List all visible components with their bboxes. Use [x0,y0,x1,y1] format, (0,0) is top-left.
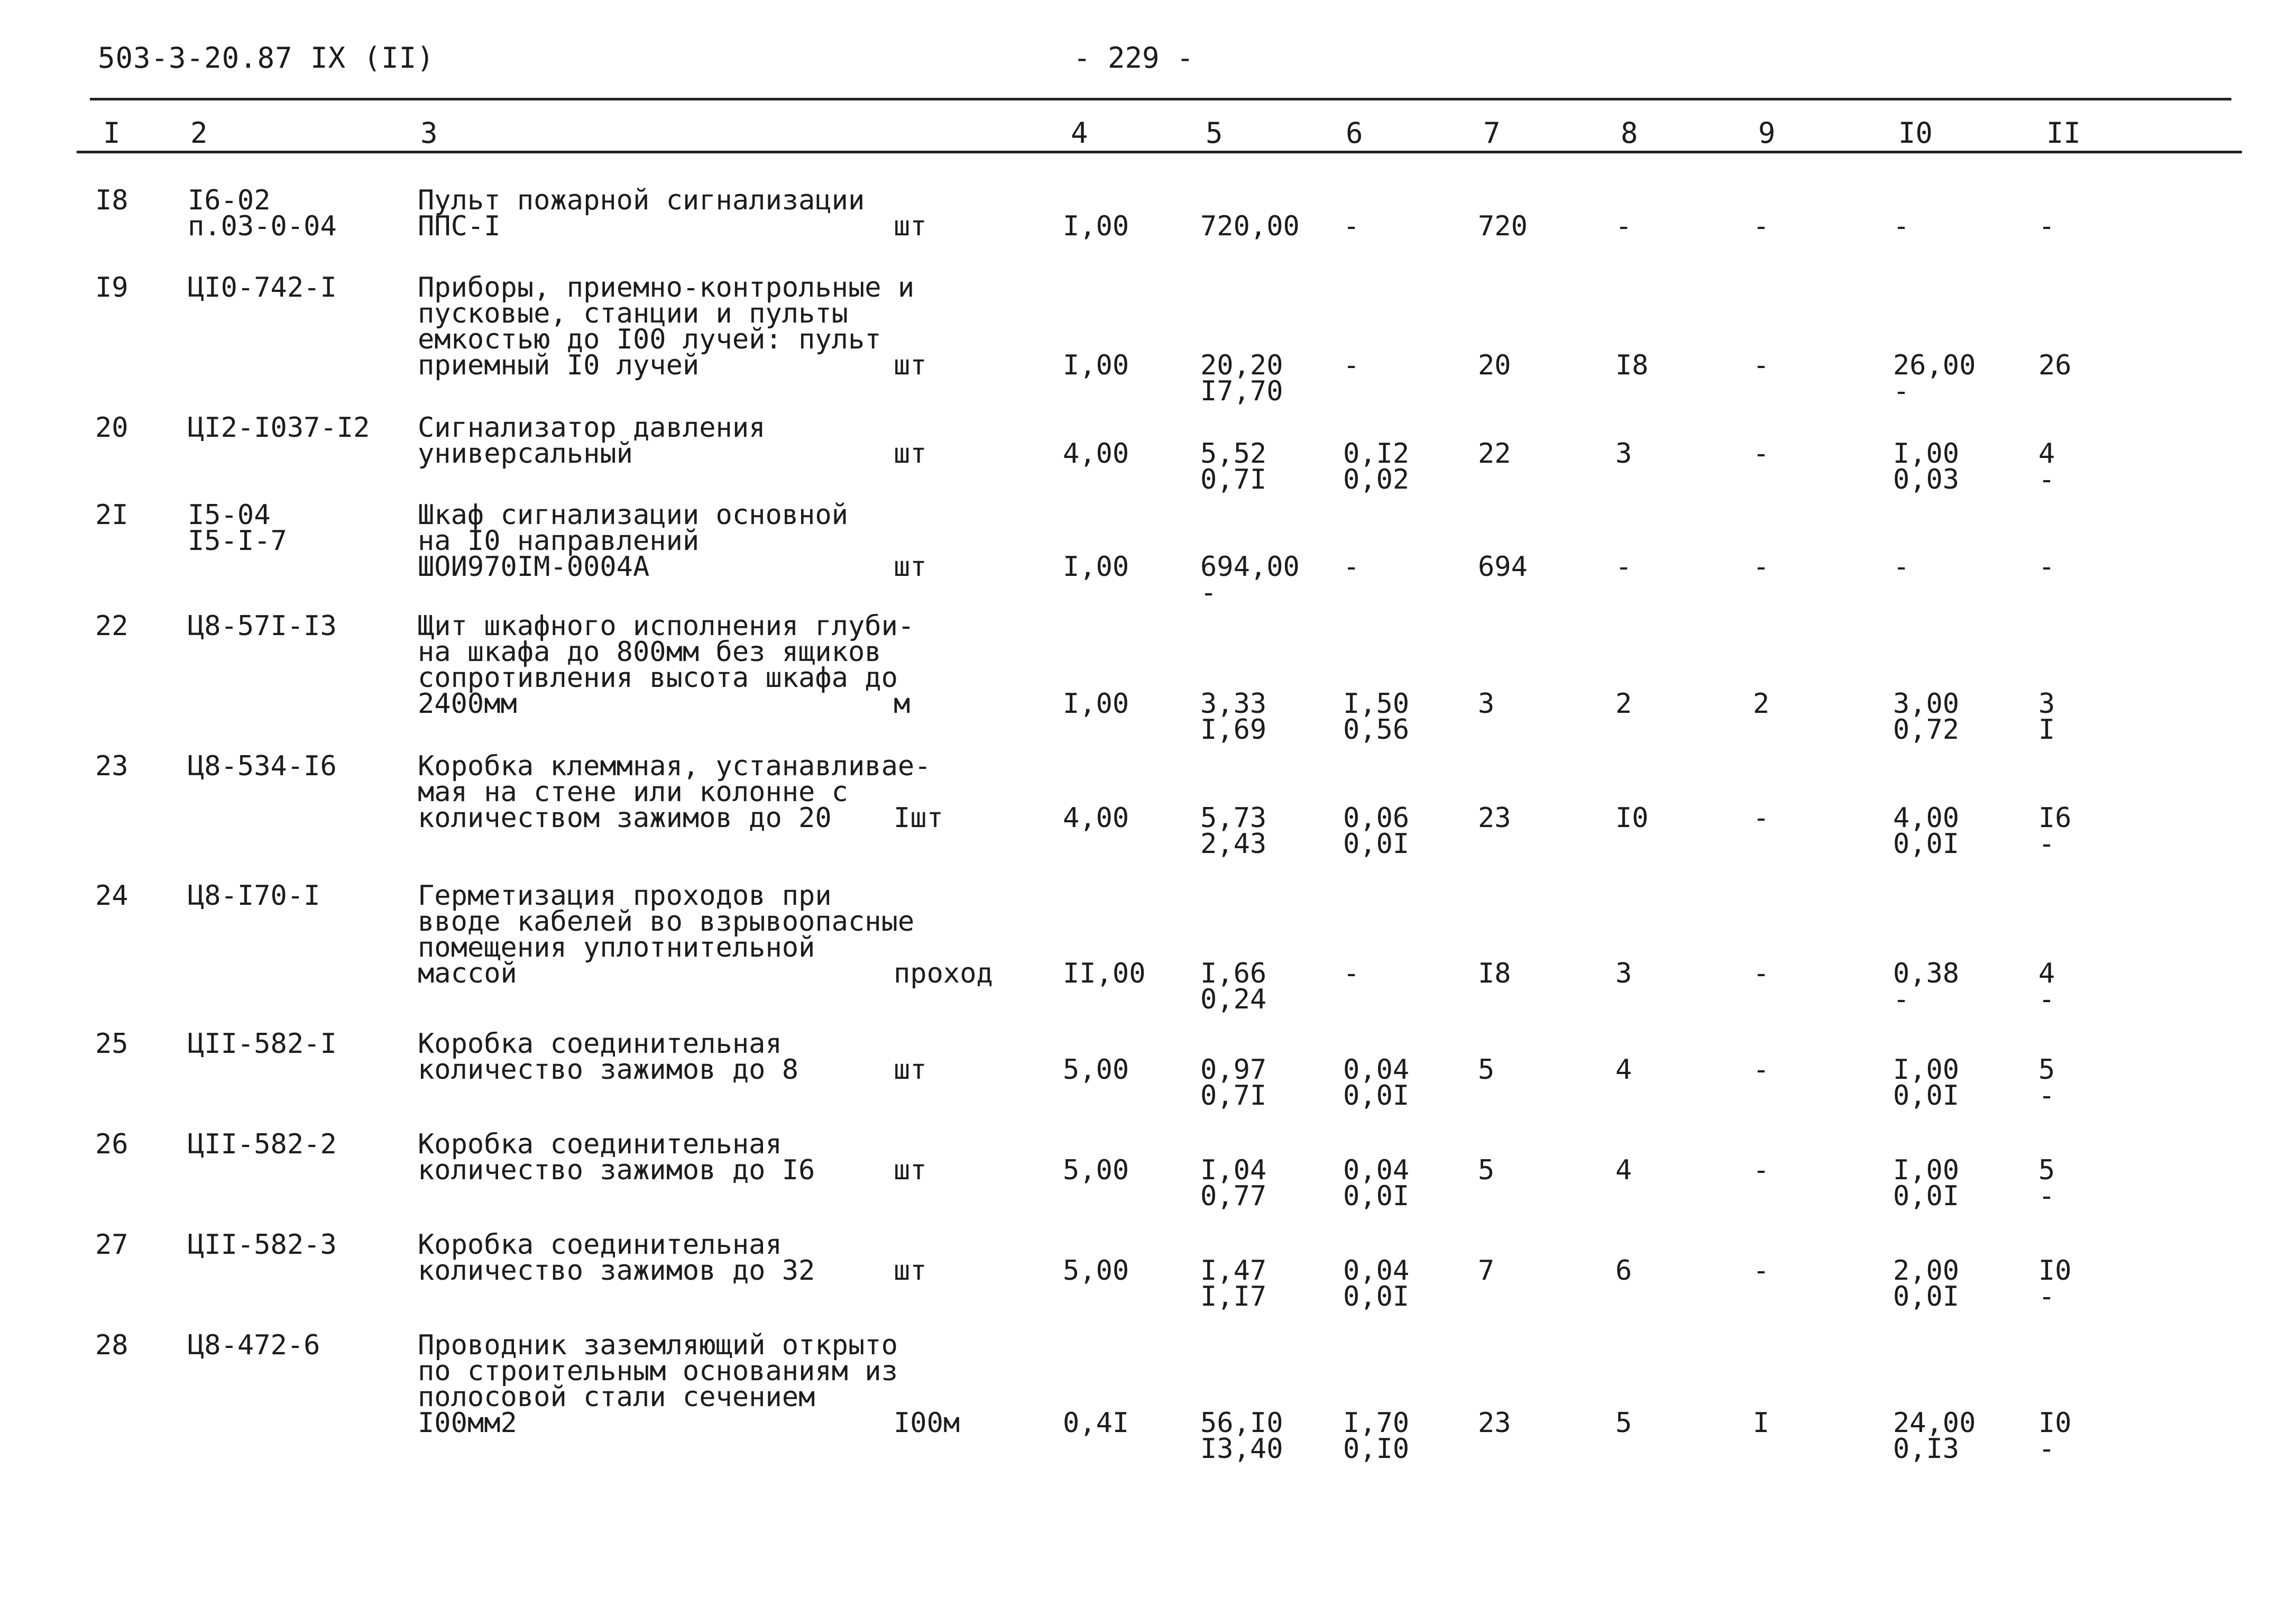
column-8-value: 3 [1615,438,1632,470]
column-6-value-line: 0,56 [1343,714,1410,746]
column-10-value-line: - [1893,210,1910,242]
quantity: I,00 [1063,551,1129,583]
column-11-value-line: - [2038,1180,2055,1212]
work-description [418,272,915,381]
work-description-line: универсальный [418,438,633,470]
column-11-value [2038,1255,2072,1313]
column-10-value-line: - [1893,984,1910,1015]
column-10-value-line: 26,00 [1893,350,1976,381]
column-10-value-line: - [1893,551,1910,583]
work-description-line: по строительным основаниям из [418,1355,898,1387]
work-description-line: массой [418,958,517,989]
price-code-line: ЦI2-I037-I2 [188,412,370,444]
unit-of-measure: м [894,688,911,720]
column-8-value: - [1615,551,1632,583]
unit-of-measure: I00м [894,1407,960,1439]
column-5-value [1200,551,1300,609]
column-11-value-line: I [2038,714,2055,746]
price-code [188,1329,320,1361]
unit-of-measure: шт [894,210,927,242]
unit-of-measure: шт [894,350,927,381]
work-description [418,1028,799,1086]
column-9-value: - [1753,1154,1770,1186]
column-5-value-line: I,69 [1200,714,1267,746]
row-number: 27 [95,1229,128,1261]
work-description [418,499,848,583]
column-header-6: 6 [1346,116,1363,150]
column-9-value: - [1753,350,1770,381]
work-description-line: емкостью до I00 лучей: пульт [418,324,881,355]
row-number: 24 [95,880,128,912]
row-number: 25 [95,1028,128,1060]
column-5-value-line: 0,7I [1200,1080,1267,1112]
column-header-9: 9 [1758,116,1776,150]
work-description [418,880,915,989]
column-10-value [1893,958,1960,1015]
column-header-2: 2 [190,116,208,150]
column-header-3: 3 [420,116,438,150]
work-description-line: пусковые, станции и пульты [418,298,848,329]
column-11-value [2038,1054,2055,1112]
column-10-value [1893,802,1960,860]
column-6-value [1343,1407,1410,1465]
column-header-11: II [2046,116,2081,150]
column-5-value-line: 0,97 [1200,1054,1267,1086]
column-11-value [2038,438,2055,496]
work-description-line: полосовой стали сечением [418,1381,815,1413]
column-11-value-line: I6 [2038,802,2072,834]
column-7-value: 720 [1478,210,1528,242]
column-10-value-line: 0,0I [1893,828,1960,860]
unit-of-measure: проход [894,958,993,989]
column-5-value-line: I,I7 [1200,1281,1267,1313]
work-description-line: ППС-I [418,210,501,242]
work-description [418,610,915,720]
column-6-value [1343,438,1410,496]
column-5-value [1200,802,1267,860]
price-code [188,272,337,304]
price-code-line: ЦI0-742-I [188,272,337,304]
column-10-value-line: 24,00 [1893,1407,1976,1439]
work-description-line: приемный I0 лучей [418,350,700,381]
column-11-value-line: - [2038,1433,2055,1465]
column-header-5: 5 [1206,116,1223,150]
column-9-value: - [1753,438,1770,470]
column-6-value [1343,1154,1410,1212]
quantity: 5,00 [1063,1255,1129,1287]
work-description-line: количеством зажимов до 20 [418,802,832,834]
price-code [188,610,337,642]
work-description-line: мая на стене или колонне с [418,776,848,808]
row-number: I9 [95,272,128,304]
column-5-value-line: 0,77 [1200,1180,1267,1212]
column-7-value: 5 [1478,1154,1495,1186]
column-6-value-line: 0,0I [1343,1080,1410,1112]
column-8-value: 6 [1615,1255,1632,1287]
work-description-line: Пульт пожарной сигнализации [418,185,865,216]
work-description-line: Коробка соединительная [418,1028,782,1060]
column-5-value-line: I,47 [1200,1255,1267,1287]
work-description [418,185,865,242]
column-6-value-line: - [1343,958,1360,989]
unit-of-measure: шт [894,438,927,470]
price-code [188,880,320,912]
column-header-7: 7 [1483,116,1501,150]
column-6-value-line: 0,06 [1343,802,1410,834]
work-description [418,1229,815,1287]
column-6-value-line: 0,I2 [1343,438,1410,470]
column-11-value-line: 26 [2038,350,2072,381]
quantity: 5,00 [1063,1154,1129,1186]
document-code: 503-3-20.87 IX (II) [98,41,435,75]
column-11-value [2038,1154,2055,1212]
column-7-value: 694 [1478,551,1528,583]
price-code-line: ЦII-582-I [188,1028,337,1060]
column-11-value-line: - [2038,464,2055,496]
column-9-value: - [1753,551,1770,583]
column-5-value [1200,350,1283,407]
work-description [418,750,931,834]
column-11-value-line: 5 [2038,1154,2055,1186]
column-6-value-line: - [1343,350,1360,381]
column-6-value-line: 0,04 [1343,1054,1410,1086]
column-10-value-line: 0,0I [1893,1180,1960,1212]
column-10-value-line: 0,38 [1893,958,1960,989]
column-7-value: I8 [1478,958,1511,989]
price-code-line: I5-I-7 [188,525,287,557]
quantity: 4,00 [1063,802,1129,834]
column-10-value-line: 0,I3 [1893,1433,1960,1465]
column-9-value: - [1753,1255,1770,1287]
column-5-value [1200,688,1267,746]
unit-of-measure: шт [894,1054,927,1086]
column-6-value [1343,688,1410,746]
column-10-value-line: 4,00 [1893,802,1960,834]
price-code [188,1229,337,1261]
column-10-value-line: - [1893,375,1910,407]
work-description-line: на шкафа до 800мм без ящиков [418,636,881,668]
column-6-value [1343,1054,1410,1112]
column-8-value: I0 [1615,802,1649,834]
price-code [188,750,337,782]
column-10-value [1893,1255,1960,1313]
column-header-10: I0 [1898,116,1933,150]
column-8-value: 3 [1615,958,1632,989]
price-code [188,412,370,444]
row-number: 2I [95,499,128,531]
column-5-value-line: 720,00 [1200,210,1300,242]
column-header-4: 4 [1071,116,1088,150]
column-11-value [2038,551,2055,583]
column-header-8: 8 [1621,116,1638,150]
column-5-value [1200,438,1267,496]
column-10-value-line: I,00 [1893,438,1960,470]
column-11-value-line: - [2038,828,2055,860]
column-6-value [1343,551,1360,583]
column-5-value-line: 0,7I [1200,464,1267,496]
column-6-value-line: 0,04 [1343,1154,1410,1186]
column-5-value [1200,210,1300,242]
price-code [188,1128,337,1160]
price-code [188,185,337,242]
work-description-line: Коробка соединительная [418,1229,782,1261]
price-code-line: ЦII-582-3 [188,1229,337,1261]
work-description-line: сопротивления высота шкафа до [418,662,898,694]
column-5-value [1200,1154,1267,1212]
column-7-value: 5 [1478,1054,1495,1086]
column-9-value: - [1753,802,1770,834]
column-11-value-line: 5 [2038,1054,2055,1086]
price-code-line: I6-02 [188,185,271,216]
column-5-value-line: 2,43 [1200,828,1267,860]
column-10-value [1893,1154,1960,1212]
column-9-value: I [1753,1407,1770,1439]
column-8-value: 4 [1615,1154,1632,1186]
column-5-value-line: 20,20 [1200,350,1283,381]
price-code [188,1028,337,1060]
price-code-line: ЦII-582-2 [188,1128,337,1160]
work-description [418,1128,815,1186]
quantity: 5,00 [1063,1054,1129,1086]
column-11-value [2038,688,2055,746]
column-10-value-line: 0,03 [1893,464,1960,496]
column-7-value: 3 [1478,688,1495,720]
work-description-line: Коробка клеммная, устанавливае- [418,750,931,782]
column-5-value-line: - [1200,577,1217,609]
quantity: I,00 [1063,210,1129,242]
column-9-value: 2 [1753,688,1770,720]
column-10-value [1893,1407,1976,1465]
column-11-value-line: 3 [2038,688,2055,720]
row-number: I8 [95,185,128,216]
column-5-value [1200,1255,1267,1313]
column-6-value-line: 0,02 [1343,464,1410,496]
column-11-value-line: - [2038,1281,2055,1313]
work-description-line: Шкаф сигнализации основной [418,499,848,531]
column-10-value-line: 3,00 [1893,688,1960,720]
column-8-value: 5 [1615,1407,1632,1439]
column-6-value-line: - [1343,551,1360,583]
column-10-value [1893,688,1960,746]
column-5-value-line: I,66 [1200,958,1267,989]
column-5-value-line: 56,I0 [1200,1407,1283,1439]
column-6-value-line: 0,04 [1343,1255,1410,1287]
quantity: II,00 [1063,958,1146,989]
column-10-value-line: 0,0I [1893,1080,1960,1112]
column-6-value-line: 0,0I [1343,1180,1410,1212]
column-11-value-line: - [2038,1080,2055,1112]
column-10-value [1893,210,1910,242]
table-top-rule [90,98,2231,100]
column-6-value [1343,350,1360,381]
column-11-value-line: I0 [2038,1255,2072,1287]
column-8-value: - [1615,210,1632,242]
work-description-line: количество зажимов до 32 [418,1255,815,1287]
table-header-rule [77,151,2242,153]
column-6-value-line: I,70 [1343,1407,1410,1439]
work-description-line: 2400мм [418,688,517,720]
column-5-value-line: 3,33 [1200,688,1267,720]
column-7-value: 7 [1478,1255,1495,1287]
column-9-value: - [1753,210,1770,242]
column-11-value [2038,210,2055,242]
column-10-value [1893,350,1976,407]
column-header-1: I [103,116,121,150]
row-number: 26 [95,1128,128,1160]
price-code-line: п.03-0-04 [188,210,337,242]
column-9-value: - [1753,1054,1770,1086]
column-11-value [2038,350,2072,381]
column-10-value-line: 2,00 [1893,1255,1960,1287]
work-description-line: Проводник заземляющий открыто [418,1329,898,1361]
price-code-line: Ц8-I70-I [188,880,320,912]
column-11-value-line: 4 [2038,958,2055,989]
work-description-line: I00мм2 [418,1407,517,1439]
column-11-value [2038,802,2072,860]
column-6-value-line: - [1343,210,1360,242]
unit-of-measure: Iшт [894,802,943,834]
column-5-value [1200,1407,1283,1465]
column-10-value-line: I,00 [1893,1054,1960,1086]
column-10-value-line: I,00 [1893,1154,1960,1186]
column-10-value [1893,551,1910,583]
column-11-value-line: - [2038,551,2055,583]
unit-of-measure: шт [894,1154,927,1186]
column-8-value: 2 [1615,688,1632,720]
column-7-value: 22 [1478,438,1511,470]
column-11-value-line: - [2038,984,2055,1015]
column-5-value-line: 694,00 [1200,551,1300,583]
column-8-value: 4 [1615,1054,1632,1086]
quantity: I,00 [1063,688,1129,720]
column-5-value-line: 5,52 [1200,438,1267,470]
row-number: 28 [95,1329,128,1361]
unit-of-measure: шт [894,551,927,583]
column-6-value-line: 0,I0 [1343,1433,1410,1465]
column-11-value [2038,1407,2072,1465]
column-6-value-line: 0,0I [1343,1281,1410,1313]
work-description-line: Приборы, приемно-контрольные и [418,272,915,304]
price-code-line: Ц8-534-I6 [188,750,337,782]
column-7-value: 20 [1478,350,1511,381]
work-description [418,1329,898,1439]
column-5-value-line: I3,40 [1200,1433,1283,1465]
work-description-line: Сигнализатор давления [418,412,766,444]
work-description [418,412,766,470]
column-10-value [1893,1054,1960,1112]
column-9-value: - [1753,958,1770,989]
work-description-line: количество зажимов до 8 [418,1054,799,1086]
column-6-value [1343,958,1360,989]
column-8-value: I8 [1615,350,1649,381]
column-6-value [1343,1255,1410,1313]
column-7-value: 23 [1478,1407,1511,1439]
column-5-value-line: 0,24 [1200,984,1267,1015]
work-description-line: помещения уплотнительной [418,932,815,964]
column-5-value-line: I,04 [1200,1154,1267,1186]
column-11-value-line: - [2038,210,2055,242]
quantity: 4,00 [1063,438,1129,470]
row-number: 20 [95,412,128,444]
row-number: 23 [95,750,128,782]
price-code-line: Ц8-57I-I3 [188,610,337,642]
price-code-line: Ц8-472-6 [188,1329,320,1361]
column-6-value-line: 0,0I [1343,828,1410,860]
price-code [188,499,287,557]
work-description-line: ШОИ970IМ-0004А [418,551,650,583]
quantity: 0,4I [1063,1407,1129,1439]
work-description-line: Герметизация проходов при [418,880,832,912]
column-5-value-line: I7,70 [1200,375,1283,407]
page-number: - 229 - [1073,41,1194,75]
column-6-value [1343,210,1360,242]
column-10-value-line: 0,72 [1893,714,1960,746]
work-description-line: Щит шкафного исполнения глуби- [418,610,915,642]
work-description-line: на I0 направлений [418,525,700,557]
work-description-line: количество зажимов до I6 [418,1154,815,1186]
unit-of-measure: шт [894,1255,927,1287]
column-11-value [2038,958,2055,1015]
work-description-line: Коробка соединительная [418,1128,782,1160]
column-11-value-line: I0 [2038,1407,2072,1439]
column-5-value-line: 5,73 [1200,802,1267,834]
column-7-value: 23 [1478,802,1511,834]
column-10-value-line: 0,0I [1893,1281,1960,1313]
row-number: 22 [95,610,128,642]
column-10-value [1893,438,1960,496]
work-description-line: вводе кабелей во взрывоопасные [418,906,915,938]
column-6-value [1343,802,1410,860]
column-11-value-line: 4 [2038,438,2055,470]
column-6-value-line: I,50 [1343,688,1410,720]
price-code-line: I5-04 [188,499,271,531]
quantity: I,00 [1063,350,1129,381]
column-5-value [1200,1054,1267,1112]
column-5-value [1200,958,1267,1015]
